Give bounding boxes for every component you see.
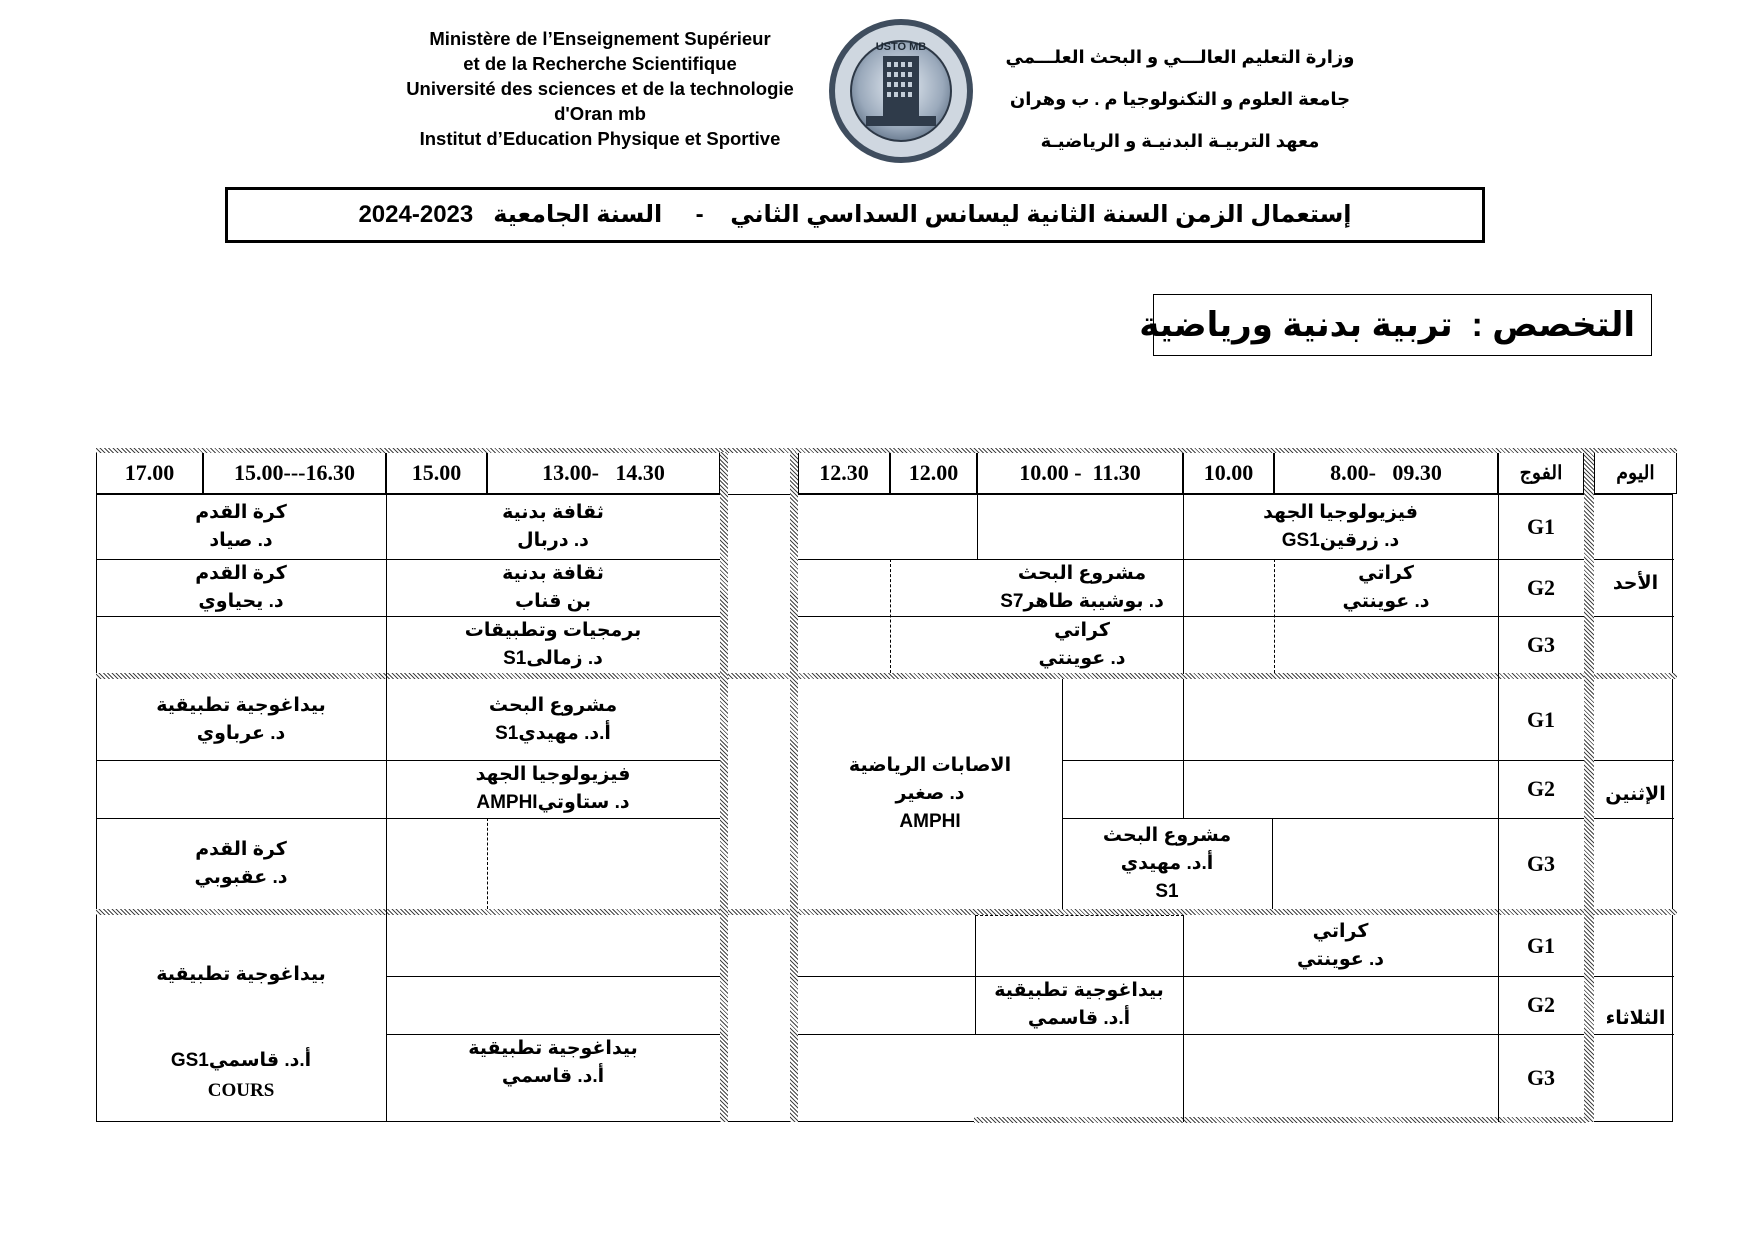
row-line [386,976,720,977]
lunch-break-column [728,452,790,1122]
room-name: S1 [1155,880,1179,902]
teacher-room: د. عوينتي [1296,948,1385,970]
group-label-g2: G2 [1526,574,1556,600]
teacher-room: د. عوينتي [1342,590,1430,612]
ar-institute: معهد التربيـة البدنيـة و الرياضيـة [1040,131,1320,151]
group-label-g1: G1 [1526,513,1556,539]
teacher-room: د. يحياوي [198,590,284,612]
session-sun-g2-am2[interactable] [890,559,1274,616]
session-tue-pm2-title[interactable]: بيداغوجية تطبيقية [156,964,326,985]
group-label-g2: G2 [1526,776,1556,801]
course-name: فيزيولوجيا الجهد [1263,501,1418,523]
col-line [977,494,978,559]
course-name: بيداغوجية تطبيقية [994,980,1164,1001]
course-name: بيداغوجية تطبيقية [156,694,326,716]
course-name: كرة القدم [195,562,287,584]
col-line [1272,818,1273,909]
room-name: AMPHI [899,811,961,832]
col-line [1183,679,1184,818]
day-label-tuesday: الثلاثاء [1605,1008,1666,1029]
day-header: اليوم [1616,462,1655,484]
session-sun-g3-am[interactable] [890,616,1274,673]
time-header-12: 12.00 [908,460,959,485]
teacher-room: أ.د. قاسميGS1 [170,1050,312,1071]
time-header-8-930: 8.00- 09.30 [1330,460,1442,485]
session-sun-g1-pm2[interactable] [96,494,386,559]
row-line-dashed [975,915,1184,916]
day-label-sunday: الأحد [1612,573,1659,594]
group-header: الفوج [1519,462,1563,484]
course-name: مشروع البحث [1102,824,1232,846]
time-header-13-1430: 13.00- 14.30 [542,460,665,485]
fr-ministry: Ministère de l’Enseignement Supérieur [429,28,771,49]
group-label-g1: G1 [1526,706,1556,732]
teacher-room: أ.د. قاسمي [501,1066,605,1087]
session-tue-g3-pm1[interactable] [386,1034,720,1092]
time-header-10-1130: 10.00 - 11.30 [1019,460,1141,485]
session-sun-g1-pm1[interactable] [386,494,720,559]
course-name: كراتي [1312,920,1369,942]
fr-university: Université des sciences et de la technologie [406,78,794,99]
course-name: الاصابات الرياضية [848,755,1012,776]
teacher-room: د. زمالىS1 [503,647,603,669]
session-mon-g3-am[interactable] [1062,818,1272,909]
ar-ministry: وزارة التعليم العالـــي و البحث العلـــمي [1005,47,1355,67]
group-label-g3: G3 [1526,631,1556,657]
time-header-15: 15.00 [411,460,462,485]
lunch-column-border [720,452,728,1122]
group-label-g3: G3 [1526,1065,1556,1090]
teacher-room: د. بوشيبة طاهرS7 [1000,590,1164,612]
session-type: COURS [207,1080,275,1101]
session-tue-g1-am[interactable] [1183,915,1498,976]
teacher-room: أ.د. قاسمي [1027,1008,1131,1029]
header-arabic [990,36,1370,162]
table-bottom-border [974,1117,1586,1123]
table-top-border [96,448,1677,453]
course-name: بيداغوجية تطبيقية [468,1038,638,1059]
session-mon-g3-pm2[interactable] [96,818,386,909]
time-header-10: 10.00 [1203,460,1254,485]
day-column-border [1584,452,1594,1122]
time-header-1230: 12.30 [819,460,869,485]
teacher-room: أ.د. مهيديS1 [495,722,611,744]
course-name: فيزيولوجيا الجهد [475,764,631,785]
course-name: كراتي [1054,619,1110,641]
course-name: كرة القدم [195,501,287,523]
course-name: ثقافة بدنية [502,562,604,584]
teacher-room: د. عرباوي [196,722,286,744]
time-header-15-1630: 15.00---16.30 [234,460,355,485]
session-sun-g2-am1[interactable] [1274,559,1498,616]
group-label-g3: G3 [1526,850,1556,876]
group-label-g1: G1 [1526,932,1556,958]
day-label-monday: الإثنين [1605,783,1666,805]
fr-ministry-2: et de la Recherche Scientifique [463,53,737,74]
teacher-room: د. عوينتي [1038,647,1126,669]
header-french [380,26,820,151]
course-name: مشروع البحث [1017,562,1147,584]
session-mon-amphi[interactable] [798,679,1062,909]
course-name: كراتي [1358,562,1414,584]
schedule-title: إستعمال الزمن السنة الثانية ليسانس السداسي الثاني - السنة الجامعية 2023-2024 [225,187,1485,243]
teacher-name: د. صغير [895,783,965,804]
teacher-room: د. عقبوبي [194,866,288,888]
time-header-17: 17.00 [124,460,175,485]
teacher-room: د. دربال [517,529,589,551]
course-name: مشروع البحث [488,694,618,716]
course-name: برمجيات وتطبيقات [464,619,642,641]
col-line-dashed [487,818,488,909]
group-label-g2: G2 [1526,992,1556,1017]
fr-university-2: d'Oran mb [554,103,646,124]
teacher-room: د. صياد [209,529,273,551]
speciality-label: التخصص : تربية بدنية ورياضية [1153,294,1652,356]
teacher-room: د. ستاوتيAMPHI [476,792,630,813]
session-sun-g2-pm1[interactable] [386,559,720,616]
teacher-name: أ.د. مهيدي [1120,852,1214,874]
session-tue-pm2-info[interactable] [96,1046,386,1106]
svg-text:USTO MB: USTO MB [875,41,927,53]
session-mon-g1-pm2[interactable] [96,679,386,760]
session-sun-g1-am[interactable] [1183,494,1498,559]
ar-university: جامعة العلوم و التكنولوجيا م . ب وهران [1009,89,1351,109]
course-name: كرة القدم [195,838,287,860]
teacher-room: بن قناب [515,590,591,612]
session-tue-g2-am[interactable] [975,976,1183,1034]
session-mon-g2-pm1[interactable] [386,760,720,818]
session-sun-g2-pm2[interactable] [96,559,386,616]
session-mon-g1-pm1[interactable] [386,679,720,760]
university-seal-logo [826,16,976,166]
session-sun-g3-pm[interactable] [386,616,720,673]
lunch-column-border [790,452,798,1122]
fr-institute: Institut d’Education Physique et Sportive [419,128,781,149]
teacher-room: د. زرقينGS1 [1281,529,1400,551]
course-name: ثقافة بدنية [502,501,604,523]
